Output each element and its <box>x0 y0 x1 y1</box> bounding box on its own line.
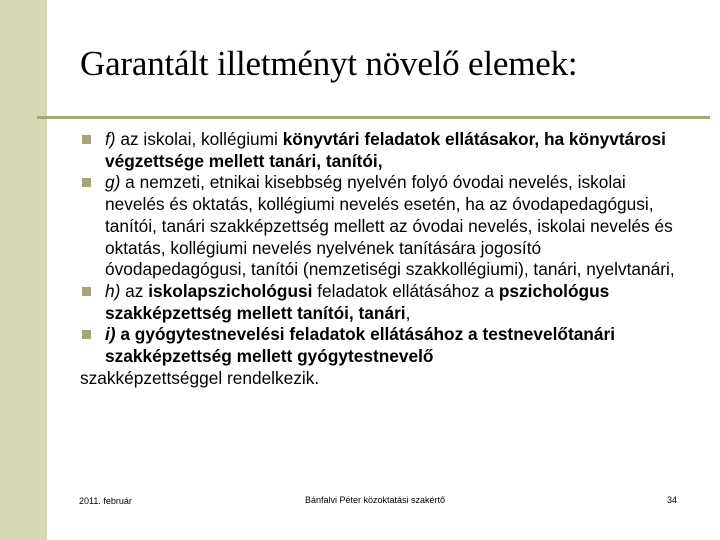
slide-body <box>80 129 680 389</box>
closing-line: szakképzettséggel rendelkezik. <box>80 367 320 388</box>
square-bullet-icon <box>82 287 91 296</box>
bullet-text-emphasis: iskolapszichológusi <box>148 280 313 301</box>
bullet-g <box>80 172 680 281</box>
bullet-text: a nemzeti, etnikai kisebbség nyelvén folyó óvodai nevelés, iskolai nevelés és oktatás, kollégiumi nevelés esetén, ha az óvodapedagógusi, tanítói, tanári szakképzettség mellett az óvodai nevelés, iskolai nevelés és oktatás, kollégiumi nevelés nyelvének tanítására jogosító óvodapedagógusi, tanítói (nemzetiségi szakkollégiumi), tanári, nyelvtanári, <box>105 172 675 280</box>
bullet-label: h) <box>105 280 121 301</box>
bullet-text: az iskolai, kollégiumi <box>115 129 283 149</box>
page-number: 34 <box>667 495 678 505</box>
square-bullet-icon <box>82 330 91 339</box>
bullet-text-emphasis: könyvtári feladatok ellátásakor, ha könyvtárosi végzettsége mellett tanári, tanítói, <box>105 129 666 171</box>
slide-title: Garantált illetményt növelő elemek: <box>80 44 578 83</box>
left-accent-bar <box>0 0 47 540</box>
title-underline <box>37 116 710 119</box>
bullet-f <box>80 129 680 172</box>
bullet-text: , <box>405 302 411 323</box>
bullet-text: az <box>120 280 149 301</box>
footer-author: Bánfalvi Péter közoktatási szakértő <box>305 495 446 505</box>
bullet-h <box>80 281 680 324</box>
footer-date: 2011. február <box>79 496 132 506</box>
bullet-label: f) <box>105 129 116 149</box>
square-bullet-icon <box>82 135 91 144</box>
bullet-text: feladatok ellátásához a <box>312 280 499 301</box>
square-bullet-icon <box>82 178 91 187</box>
bullet-text-emphasis: pszichológus szakképzettség mellett tanítói, tanári <box>105 280 610 323</box>
bullet-text-emphasis: a gyógytestnevelési feladatok ellátásához a testnevelőtanári szakképzettség mellett gyógytestnevelő <box>105 324 615 367</box>
bullet-label: g) <box>105 172 121 193</box>
bullet-i <box>80 324 680 367</box>
bullet-label: i) <box>105 324 116 345</box>
